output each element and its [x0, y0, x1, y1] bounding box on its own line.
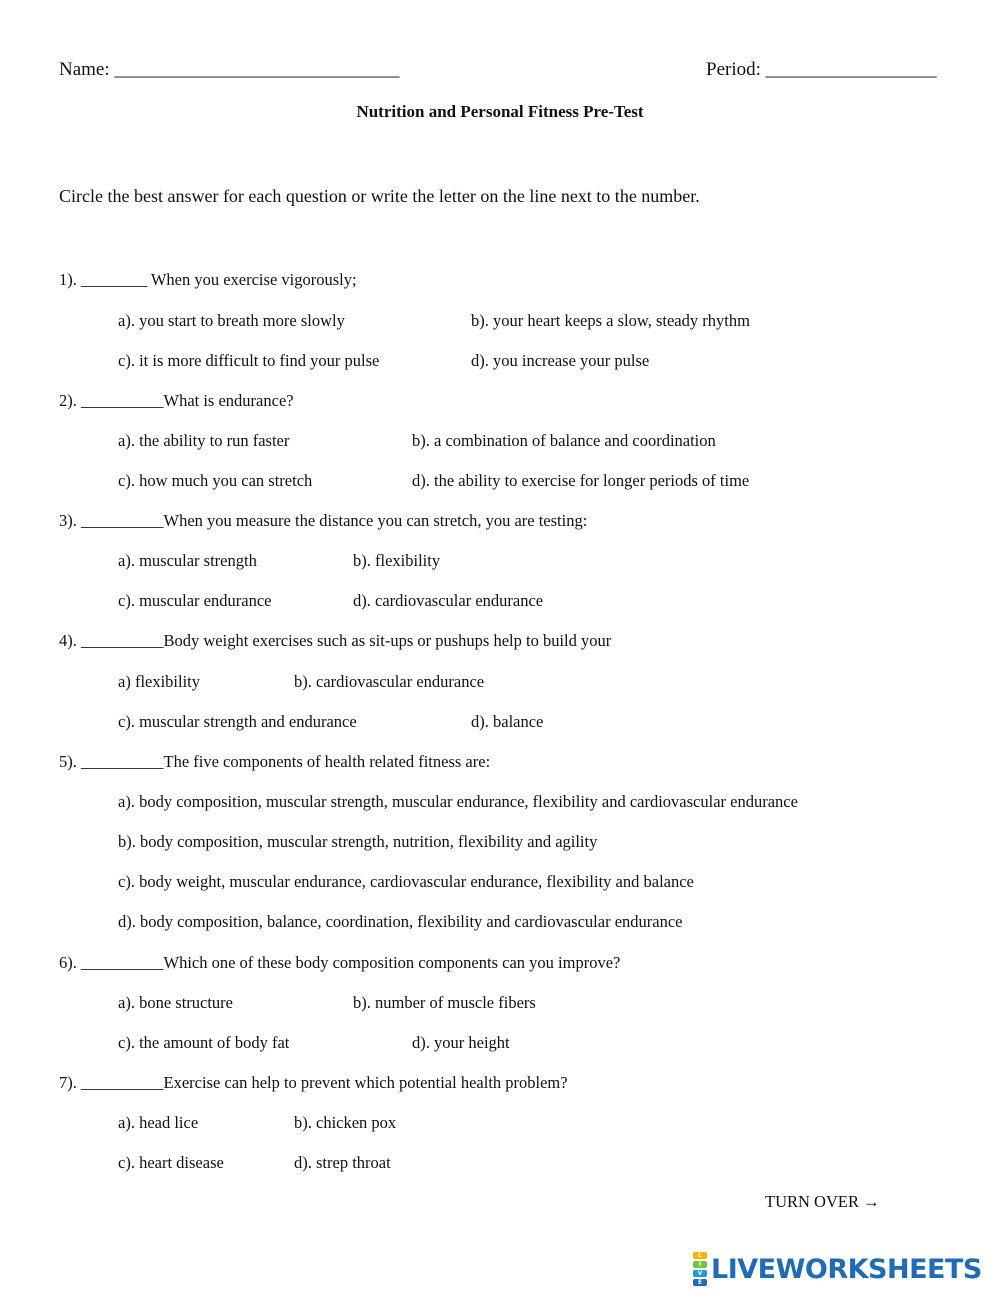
page-title: Nutrition and Personal Fitness Pre-Test — [356, 102, 644, 121]
question-7: 7). __________Exercise can help to prevent which potential health problem? — [59, 1073, 568, 1092]
option-4c[interactable]: c). muscular strength and endurance — [118, 712, 357, 731]
question-4: 4). __________Body weight exercises such as sit-ups or pushups help to build your — [59, 631, 612, 650]
logo-block: V — [693, 1270, 707, 1277]
option-3d[interactable]: d). cardiovascular endurance — [353, 591, 544, 610]
liveworksheets-brand — [693, 1252, 982, 1286]
option-6d[interactable]: d). your height — [412, 1033, 510, 1052]
instructions: Circle the best answer for each question or write the letter on the line next to the number. — [59, 186, 700, 206]
option-1a[interactable]: a). you start to breath more slowly — [118, 311, 345, 330]
option-2b[interactable]: b). a combination of balance and coordination — [412, 431, 716, 450]
option-7a[interactable]: a). head lice — [118, 1113, 199, 1132]
question-3: 3). __________When you measure the distance you can stretch, you are testing: — [59, 511, 588, 530]
brand-name: LIVEWORKSHEETS — [711, 1253, 982, 1285]
option-5a[interactable]: a). body composition, muscular strength, muscular endurance, flexibility and cardiovascular endurance — [118, 792, 798, 811]
option-4b[interactable]: b). cardiovascular endurance — [294, 672, 485, 691]
period-field[interactable]: Period: __________________ — [706, 59, 937, 80]
option-7b[interactable]: b). chicken pox — [294, 1113, 397, 1132]
option-4d[interactable]: d). balance — [471, 712, 544, 731]
option-5d[interactable]: d). body composition, balance, coordination, flexibility and cardiovascular endurance — [118, 912, 683, 931]
option-5c[interactable]: c). body weight, muscular endurance, cardiovascular endurance, flexibility and balance — [118, 872, 694, 891]
option-2a[interactable]: a). the ability to run faster — [118, 431, 290, 450]
turn-over-note: TURN OVER → — [765, 1192, 880, 1211]
logo-block: I — [693, 1261, 707, 1268]
option-7c[interactable]: c). heart disease — [118, 1153, 224, 1172]
question-5: 5). __________The five components of health related fitness are: — [59, 752, 491, 771]
option-2d[interactable]: d). the ability to exercise for longer periods of time — [412, 471, 750, 490]
option-6a[interactable]: a). bone structure — [118, 993, 233, 1012]
option-4a[interactable]: a) flexibility — [118, 672, 201, 691]
option-1b[interactable]: b). your heart keeps a slow, steady rhythm — [471, 311, 750, 330]
name-field[interactable]: Name: ______________________________ — [59, 59, 400, 80]
option-1d[interactable]: d). you increase your pulse — [471, 351, 650, 370]
option-6b[interactable]: b). number of muscle fibers — [353, 993, 536, 1012]
option-3a[interactable]: a). muscular strength — [118, 551, 257, 570]
option-3b[interactable]: b). flexibility — [353, 551, 441, 570]
question-2: 2). __________What is endurance? — [59, 391, 294, 410]
option-1c[interactable]: c). it is more difficult to find your pulse — [118, 351, 380, 370]
question-6: 6). __________Which one of these body composition components can you improve? — [59, 953, 621, 972]
liveworksheets-logo-icon — [693, 1252, 707, 1286]
question-1: 1). ________ When you exercise vigorously; — [59, 270, 357, 289]
option-5b[interactable]: b). body composition, muscular strength, nutrition, flexibility and agility — [118, 832, 598, 851]
option-7d[interactable]: d). strep throat — [294, 1153, 391, 1172]
logo-block: E — [693, 1279, 707, 1286]
option-2c[interactable]: c). how much you can stretch — [118, 471, 313, 490]
option-6c[interactable]: c). the amount of body fat — [118, 1033, 290, 1052]
option-3c[interactable]: c). muscular endurance — [118, 591, 272, 610]
logo-block: L — [693, 1252, 707, 1259]
